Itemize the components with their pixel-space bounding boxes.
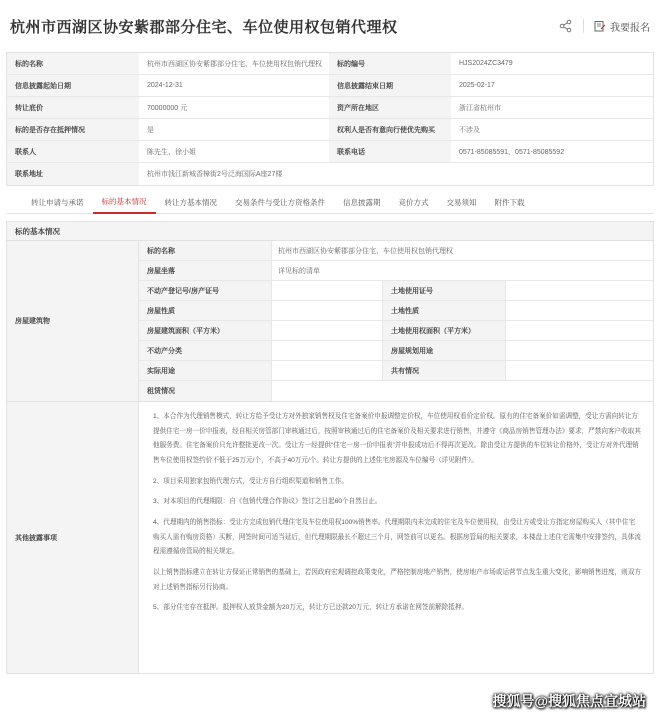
page-title: 杭州市西湖区协安紫郡部分住宅、车位使用权包销代理权 <box>10 18 398 36</box>
tab-bidding-method[interactable]: 竞价方式 <box>398 198 429 207</box>
tab-attachments[interactable]: 附件下载 <box>494 198 525 207</box>
building-row <box>139 361 653 381</box>
info-value: 陈先生、徐小姐 <box>147 148 196 156</box>
building-field-label: 不动产分类 <box>139 341 272 360</box>
info-value: 是 <box>147 126 154 134</box>
basic-info-table <box>6 52 654 186</box>
building-row <box>139 261 653 281</box>
building-row <box>139 301 653 321</box>
building-field-value <box>506 361 653 380</box>
building-field-value: 杭州市西湖区协安紫郡部分住宅、车位使用权包销代理权 <box>278 247 453 255</box>
building-row <box>139 341 653 361</box>
building-field-value <box>272 281 383 300</box>
building-field-label: 共有情况 <box>383 361 506 380</box>
notes-paragraph: 4、代理期内的销售指标：受让方完成包销代理住宅及车位使用权100%销售率。代理期限内未完成的住宅及车位使用权，由受让方或受让方指定房屋购买人（其中住宅购买人需有购房资格）买断，网签时间可适当延后，但代理期限最长不超过三个月，网签前可以更名。根据房管局的相关要求，本楼盘上述住宅需集中安排签约，具体流程需遵循房管局的相关规定。 <box>153 519 641 556</box>
info-row <box>7 75 653 97</box>
building-field-label: 土地性质 <box>383 301 506 320</box>
watermark <box>492 691 646 711</box>
signup-label: 我要报名 <box>610 22 650 34</box>
building-field-value <box>506 301 653 320</box>
address-label: 联系地址 <box>7 163 139 185</box>
building-row <box>139 281 653 301</box>
building-field-label: 房屋规划用途 <box>383 341 506 360</box>
info-label: 标的名称 <box>7 53 139 74</box>
share-icon[interactable] <box>559 19 573 33</box>
tab-basic-info[interactable]: 标的基本情况 <box>93 191 156 214</box>
building-field-value <box>272 361 383 380</box>
notes-paragraph: 5、部分住宅存在抵押。抵押权人放贷金额为20万元，转让方已还款20万元，转让方承诺在网签前解除抵押。 <box>153 604 469 612</box>
building-field-value <box>272 381 653 401</box>
info-label: 权利人是否有意向行使优先购买 <box>329 119 451 140</box>
edit-icon <box>594 20 606 32</box>
info-row <box>7 141 653 163</box>
building-field-label: 房屋建筑面积（平方米） <box>139 321 272 340</box>
building-label: 房屋建筑物 <box>7 241 139 401</box>
info-label: 资产所在地区 <box>329 97 451 118</box>
tab-disclosure-period[interactable]: 信息披露期 <box>343 198 381 207</box>
building-field-value <box>272 341 383 360</box>
building-field-value <box>272 321 383 340</box>
building-field-label: 土地使用权面积（平方米） <box>383 321 506 340</box>
building-row <box>139 381 653 401</box>
page-header <box>0 0 660 52</box>
info-value: 70000000 元 <box>147 104 188 112</box>
building-field-value <box>506 281 653 300</box>
header-actions <box>559 19 650 34</box>
info-label: 联系人 <box>7 141 139 162</box>
info-row-address <box>7 163 653 185</box>
notes-paragraph: 3、对本项目的代理期限：自《包销代理合作协议》签订之日起60个自然日止。 <box>153 498 382 506</box>
info-label: 标的编号 <box>329 53 451 74</box>
building-field-value: 详见标的清单 <box>278 267 320 275</box>
info-value: 2024-12-31 <box>147 82 183 89</box>
building-field-value <box>506 341 653 360</box>
building-field-value <box>506 321 653 340</box>
info-label: 联系电话 <box>329 141 451 162</box>
building-field-label: 租赁情况 <box>139 381 272 401</box>
building-row <box>139 241 653 261</box>
watermark-text: 搜狐号@搜狐焦点宜城站 <box>492 693 646 709</box>
info-label: 信息披露起始日期 <box>7 75 139 96</box>
info-row <box>7 97 653 119</box>
info-value: 不涉及 <box>459 126 480 134</box>
building-field-label: 房屋性质 <box>139 301 272 320</box>
tab-transfer-application[interactable]: 转让申请与承诺 <box>31 198 84 207</box>
info-row <box>7 119 653 141</box>
section-title: 标的基本情况 <box>6 221 654 241</box>
address-value: 杭州市钱江新城香樟街2号泛海国际A座27楼 <box>147 171 283 178</box>
notes-paragraph: 以上销售指标建立在转让方保证正常销售的基础上，若因政府宏观调控政策变化，严格控制房地产销售，使房地产市场或运营节点发生重大变化，影响销售进度，则双方对上述销售指标另行协商。 <box>153 569 641 591</box>
info-label: 转让底价 <box>7 97 139 118</box>
info-value: HJS2024ZC3479 <box>459 60 513 67</box>
signup-button[interactable] <box>594 19 650 34</box>
info-value: 杭州市西湖区协安紫郡部分住宅、车位使用权包销代理权 <box>147 60 322 68</box>
info-label: 信息披露结束日期 <box>329 75 451 96</box>
tab-trade-notice[interactable]: 交易须知 <box>446 198 477 207</box>
building-field-label: 不动产登记号/房产证号 <box>139 281 272 300</box>
detail-tabs <box>6 191 654 214</box>
building-field-label: 实际用途 <box>139 361 272 380</box>
other-disclosures <box>6 402 654 674</box>
notes-paragraph: 2、项目采用独家包销代理方式，受让方自行组织渠道和销售工作。 <box>153 477 348 485</box>
building-field-label: 标的名称 <box>139 241 272 260</box>
info-value: 0571-85085591、0571-85085592 <box>459 148 565 156</box>
tab-trade-conditions[interactable]: 交易条件与受让方资格条件 <box>235 198 325 207</box>
building-field-label: 土地使用证号 <box>383 281 506 300</box>
building-grid <box>139 241 653 401</box>
building-table <box>6 241 654 402</box>
notes-body <box>139 402 653 673</box>
tab-transferor-info[interactable]: 转让方基本情况 <box>164 198 217 207</box>
notes-paragraph: 1、本合作为代理销售模式，转让方给予受让方对外独家销售权及住宅备案价申报调整定价权，车位使用权看价定价权。原有的住宅备案价如需调整，受让方需向转让方提供住宅一房一价申报表，经自相关房管部门审核通过后，按照审核通过后的住宅备案价及相关要求进行销售，并遵守《商品房销售管理办法》要求，严禁向客户收取其他服务费。住宅备案价只允许整批更改一次。受让方一经提供“住宅一房一价申报表”并申报成功后不得再次更改。除由受让方提供的车位转让价格外，受让方对外代理销售车位使用权签约价不低于25万元/个，不高于40万元/个。转让方提供的上述住宅房源及车位编号（详见附件）。 <box>153 413 641 464</box>
info-label: 标的是否存在抵押情况 <box>7 119 139 140</box>
info-value: 浙江省杭州市 <box>459 104 501 112</box>
notes-label: 其他披露事项 <box>7 402 139 673</box>
building-row <box>139 321 653 341</box>
building-field-value <box>272 301 383 320</box>
building-field-label: 房屋坐落 <box>139 261 272 280</box>
info-row <box>7 53 653 75</box>
header-divider <box>583 19 584 33</box>
info-value: 2025-02-17 <box>459 82 495 89</box>
